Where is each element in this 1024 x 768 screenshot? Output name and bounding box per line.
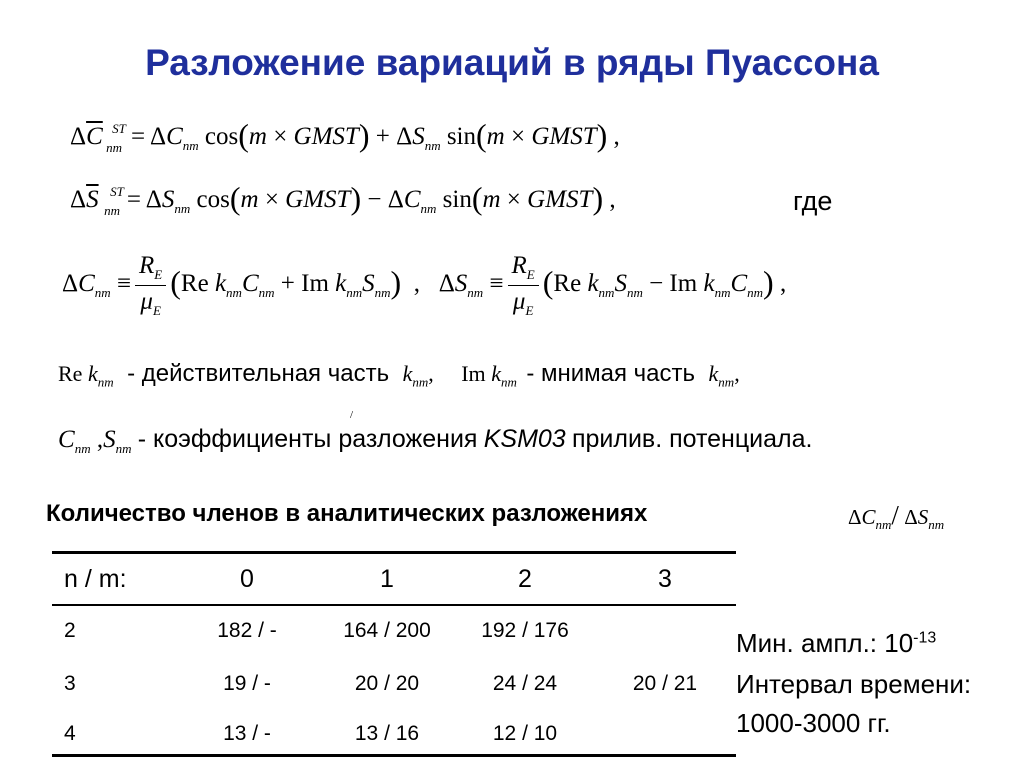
table-cell xyxy=(594,606,736,656)
table-header-row xyxy=(52,552,736,606)
table-row-index: 4 xyxy=(64,722,76,745)
table-row-index: 2 xyxy=(64,619,76,642)
im-description: - мнимая часть xyxy=(526,360,696,387)
table-cell: 24 / 24 xyxy=(492,672,558,695)
table-cell: 20 / 21 xyxy=(632,672,698,695)
table-cell: 182 / - xyxy=(217,619,277,642)
re-im-description: Re $k_{nm}$ - действительная часть $k_{nm}$, Im $k_{nm}$ - мнимая часть $k_{nm}$, xyxy=(58,360,740,390)
table-row xyxy=(52,606,736,656)
equation-definitions: $\Delta C_{nm}$ ≡ $\frac{R_E}{\mu_E}$ (Re $k_{nm}C_{nm} + Im$ $k_{nm}S_{nm}$) , $\Delta S_{nm}$ ≡ $\frac{R_E}{\mu_E}$ (Re $k_{nm}S_{nm} - Im$ $k_{nm}C_{nm}$) , xyxy=(62,252,787,318)
table-cell: 20 / 20 xyxy=(354,672,420,695)
terms-table xyxy=(52,552,736,756)
ksm03-label: KSM03 xyxy=(483,425,566,453)
table-heading: Количество членов в аналитических разложениях xyxy=(46,500,648,527)
table-cell: 192 / 176 xyxy=(481,619,569,642)
equation-delta-s: $\Delta\overline{S}$ ST nm = $\Delta S_{nm}$ cos(m × GMST) − $\Delta C_{nm}$ sin(m × GMST) , xyxy=(70,180,616,218)
table-cell xyxy=(594,712,736,756)
interval-value: 1000-3000 гг. xyxy=(736,708,891,738)
table-header-col: 0 xyxy=(240,564,254,593)
slash-mark: / xyxy=(350,409,354,421)
table-header-col: 2 xyxy=(518,564,532,593)
table-row-index: 3 xyxy=(64,672,76,695)
table-cell: 12 / 10 xyxy=(492,722,558,745)
table-header-label: n / m: xyxy=(64,564,127,593)
table-row xyxy=(52,656,736,712)
gde-word: где xyxy=(793,186,833,216)
equation-delta-c: $\Delta\overline{C}$ ST nm = $\Delta C_{nm}$ cos(m × GMST) + $\Delta S_{nm}$ sin(m × GMST) , xyxy=(70,117,620,155)
re-description: - действительная часть xyxy=(127,360,390,387)
table-heading-formula: $\Delta C_{nm}/$ $\Delta S_{nm}$ xyxy=(848,500,945,533)
table-cell: 19 / - xyxy=(223,672,271,695)
slide-title: Разложение вариаций в ряды Пуассона xyxy=(145,42,879,83)
table-row xyxy=(52,712,736,756)
table-header-col: 3 xyxy=(658,564,672,593)
table-cell: 13 / - xyxy=(223,722,271,745)
min-amplitude-note: Мин. ампл.: $10^{-13}$ xyxy=(736,628,937,658)
table-cell: 13 / 16 xyxy=(354,722,420,745)
interval-label: Интервал времени: xyxy=(736,669,972,699)
table-cell: 164 / 200 xyxy=(343,619,431,642)
coefficient-description: $C_{nm}$ $,S_{nm}$ - коэффициенты разложения KSM03 прилив. потенциала. xyxy=(58,425,813,456)
table-header-col: 1 xyxy=(380,564,394,593)
